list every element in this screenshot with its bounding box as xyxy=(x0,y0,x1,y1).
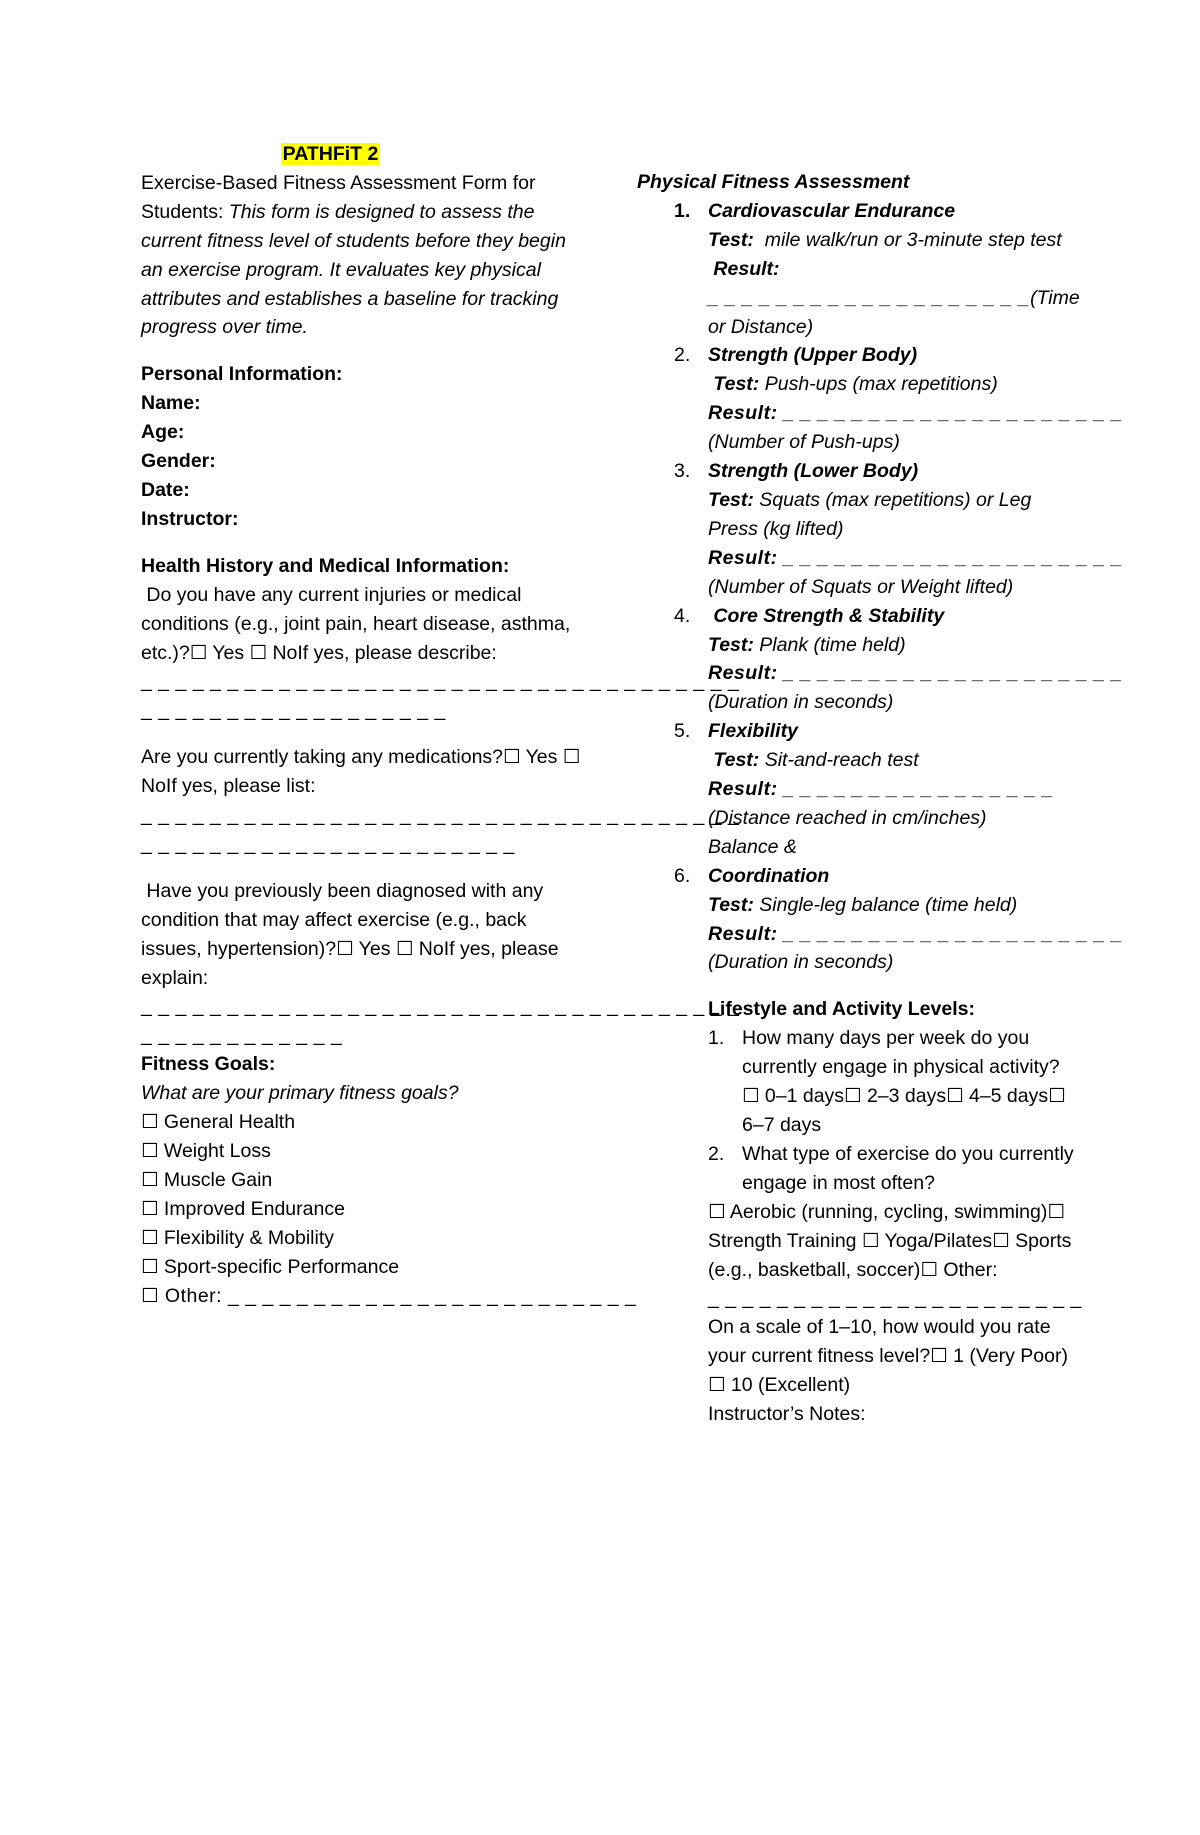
item-number: 3. xyxy=(674,460,691,483)
test-label: Test: xyxy=(708,749,760,772)
intro-lead: Exercise-Based Fitness Assessment Form for Students: xyxy=(141,171,536,223)
item-test xyxy=(708,486,1077,544)
item-test xyxy=(708,746,1077,775)
goal-option-other[interactable]: ☐ Other: _ _ _ _ _ _ _ _ _ _ _ _ _ _ _ _ _ _ _ _ _ _ _ _ xyxy=(141,1284,637,1307)
goals-heading: Fitness Goals: xyxy=(141,1053,276,1076)
goal-option-sport-specific[interactable]: ☐ Sport-specific Performance xyxy=(141,1255,400,1278)
goal-option-muscle-gain[interactable]: ☐ Muscle Gain xyxy=(141,1168,273,1191)
result-line[interactable]: _ _ _ _ _ _ _ _ _ _ _ _ _ _ _ _ _ _ _ _ xyxy=(777,662,1123,685)
goal-option-general-health[interactable]: ☐ General Health xyxy=(141,1111,296,1134)
question-number: 1. xyxy=(708,1027,725,1050)
assessment-item-core xyxy=(637,602,1123,718)
title-wrap xyxy=(141,140,520,169)
item-number: 6. xyxy=(674,864,691,887)
exercise-other-line[interactable]: _ _ _ _ _ _ _ _ _ _ _ _ _ _ _ _ _ _ _ _ _ _ xyxy=(708,1287,1082,1310)
test-label: Test: xyxy=(708,488,754,511)
test-label: Test: xyxy=(708,893,754,916)
item-result xyxy=(708,920,1123,949)
item-test xyxy=(708,226,1077,255)
assessment-heading: Physical Fitness Assessment xyxy=(637,171,910,193)
exercise-type-options[interactable]: ☐ Aerobic (running, cycling, swimming)☐ Strength Training ☐ Yoga/Pilates☐ Sports (e.g., basketball, soccer)☐ Other: xyxy=(708,1200,1072,1281)
fitness-scale-question[interactable]: On a scale of 1–10, how would you rate your current fitness level?☐ 1 (Very Poor) ☐ 10 (Excellent) xyxy=(708,1316,1068,1397)
health-question-medications: Are you currently taking any medications?☐ Yes ☐ NoIf yes, please list: xyxy=(141,746,581,798)
result-line[interactable]: _ _ _ _ _ _ _ _ _ _ _ _ _ _ _ _ _ _ _ _ xyxy=(777,402,1123,425)
result-label: Result: xyxy=(708,778,778,801)
field-instructor: Instructor: xyxy=(141,507,239,530)
injuries-answer-line-2[interactable]: _ _ _ _ _ _ _ _ _ _ _ _ _ _ _ _ _ _ xyxy=(141,699,446,722)
goal-option-improved-endurance[interactable]: ☐ Improved Endurance xyxy=(141,1197,345,1220)
intro-description: This form is designed to assess the current fitness level of students before they begin an exercise program. It evaluates key physical attributes and establishes a baseline for tracking progress over time. xyxy=(141,200,566,339)
item-name: Strength (Upper Body) xyxy=(708,344,918,367)
item-name: Core Strength & Stability xyxy=(708,604,945,627)
field-name: Name: xyxy=(141,392,201,415)
test-description: Push-ups (max repetitions) xyxy=(759,373,998,396)
result-unit: (Time or Distance) xyxy=(708,286,1080,338)
health-question-injuries: Do you have any current injuries or medical conditions (e.g., joint pain, heart disease, asthma, etc.)?☐ Yes ☐ NoIf yes, please describe: xyxy=(141,583,576,664)
item-number: 5. xyxy=(674,720,691,743)
item-name: Flexibility xyxy=(708,720,798,743)
days-options[interactable]: ☐ 0–1 days☐ 2–3 days☐ 4–5 days☐ 6–7 days xyxy=(742,1085,1066,1136)
test-description: Plank (time held) xyxy=(753,633,906,656)
assessment-item-cardio xyxy=(637,197,1080,342)
result-line[interactable]: _ _ _ _ _ _ _ _ _ _ _ _ _ _ _ _ _ _ _ xyxy=(708,286,1031,309)
item-name: Strength (Lower Body) xyxy=(708,460,919,483)
balance-prefix: Balance & xyxy=(708,835,797,858)
field-gender: Gender: xyxy=(141,450,216,473)
result-unit: (Distance reached in cm/inches) xyxy=(708,806,987,829)
assessment-item-lower-strength xyxy=(637,457,1123,602)
item-number: 1. xyxy=(674,199,691,222)
test-description: mile walk/run or 3-minute step test xyxy=(753,228,1062,251)
lifestyle-heading: Lifestyle and Activity Levels: xyxy=(708,998,975,1021)
test-label: Test: xyxy=(708,633,754,656)
test-description: Squats (max repetitions) or Leg Press (kg lifted) xyxy=(708,488,1032,540)
field-date: Date: xyxy=(141,478,190,501)
injuries-answer-line[interactable]: _ _ _ _ _ _ _ _ _ _ _ _ _ _ _ _ _ _ _ _ _ _ _ _ _ _ _ _ _ _ _ _ _ _ _ xyxy=(141,670,740,693)
health-heading: Health History and Medical Information: xyxy=(141,554,510,577)
test-label: Test: xyxy=(708,373,760,396)
question-text: What type of exercise do you currently engage in most often? xyxy=(742,1142,1074,1194)
goal-option-weight-loss[interactable]: ☐ Weight Loss xyxy=(141,1140,271,1162)
result-line[interactable]: _ _ _ _ _ _ _ _ _ _ _ _ _ _ _ _ xyxy=(777,778,1054,801)
result-label: Result: xyxy=(708,546,778,569)
item-number: 4. xyxy=(674,604,691,627)
item-result xyxy=(708,399,1123,428)
lifestyle-question-type xyxy=(637,1140,1077,1198)
item-test xyxy=(708,891,1077,920)
result-label: Result: xyxy=(708,257,780,280)
item-number: 2. xyxy=(674,344,691,367)
result-label: Result: xyxy=(708,662,778,685)
item-name: Coordination xyxy=(708,864,830,887)
question-text: How many days per week do you currently engage in physical activity? xyxy=(742,1027,1060,1079)
item-result xyxy=(708,544,1123,573)
page-title: PATHFiT 2 xyxy=(282,143,379,165)
lifestyle-question-days xyxy=(637,1024,1077,1140)
intro-paragraph xyxy=(141,169,591,342)
test-label: Test: xyxy=(708,228,754,251)
result-label: Result: xyxy=(708,402,778,425)
instructor-notes-label: Instructor’s Notes: xyxy=(708,1403,866,1426)
test-description: Single-leg balance (time held) xyxy=(753,893,1018,916)
assessment-item-coordination xyxy=(637,862,1123,978)
test-description: Sit-and-reach test xyxy=(759,749,919,772)
right-column xyxy=(637,168,1123,1429)
assessment-item-upper-strength xyxy=(637,341,1123,457)
result-label: Result: xyxy=(708,922,778,945)
item-name: Cardiovascular Endurance xyxy=(708,199,956,222)
assessment-item-flexibility xyxy=(637,717,1077,862)
item-result xyxy=(708,659,1123,688)
result-line[interactable]: _ _ _ _ _ _ _ _ _ _ _ _ _ _ _ _ _ _ _ _ xyxy=(777,922,1123,945)
medications-answer-line[interactable]: _ _ _ _ _ _ _ _ _ _ _ _ _ _ _ _ _ _ _ _ _ _ _ _ _ _ _ _ _ _ _ _ _ _ _ xyxy=(141,804,740,827)
personal-heading: Personal Information: xyxy=(141,363,343,386)
goal-option-flexibility[interactable]: ☐ Flexibility & Mobility xyxy=(141,1226,335,1249)
diagnosis-answer-line-2[interactable]: _ _ _ _ _ _ _ _ _ _ _ _ xyxy=(141,1024,343,1047)
result-unit: (Duration in seconds) xyxy=(708,951,894,974)
result-unit: (Duration in seconds) xyxy=(708,691,894,714)
result-unit: (Number of Squats or Weight lifted) xyxy=(708,575,1014,598)
health-question-diagnosis: Have you previously been diagnosed with any condition that may affect exercise (e.g., back issues, hypertension)?☐ Yes ☐ NoIf yes, please explain: xyxy=(141,879,565,989)
item-test xyxy=(708,631,1077,660)
item-test xyxy=(708,370,1077,399)
goals-question: What are your primary fitness goals? xyxy=(141,1082,459,1105)
diagnosis-answer-line[interactable]: _ _ _ _ _ _ _ _ _ _ _ _ _ _ _ _ _ _ _ _ _ _ _ _ _ _ _ _ _ _ _ _ _ _ _ xyxy=(141,995,740,1018)
result-unit: (Number of Push-ups) xyxy=(708,431,900,454)
result-line[interactable]: _ _ _ _ _ _ _ _ _ _ _ _ _ _ _ _ _ _ _ _ xyxy=(777,546,1123,569)
item-result xyxy=(708,775,1077,804)
item-result xyxy=(708,284,1080,342)
field-age: Age: xyxy=(141,421,185,444)
medications-answer-line-2[interactable]: _ _ _ _ _ _ _ _ _ _ _ _ _ _ _ _ _ _ _ _ _ _ xyxy=(141,832,515,855)
question-number: 2. xyxy=(708,1142,725,1165)
